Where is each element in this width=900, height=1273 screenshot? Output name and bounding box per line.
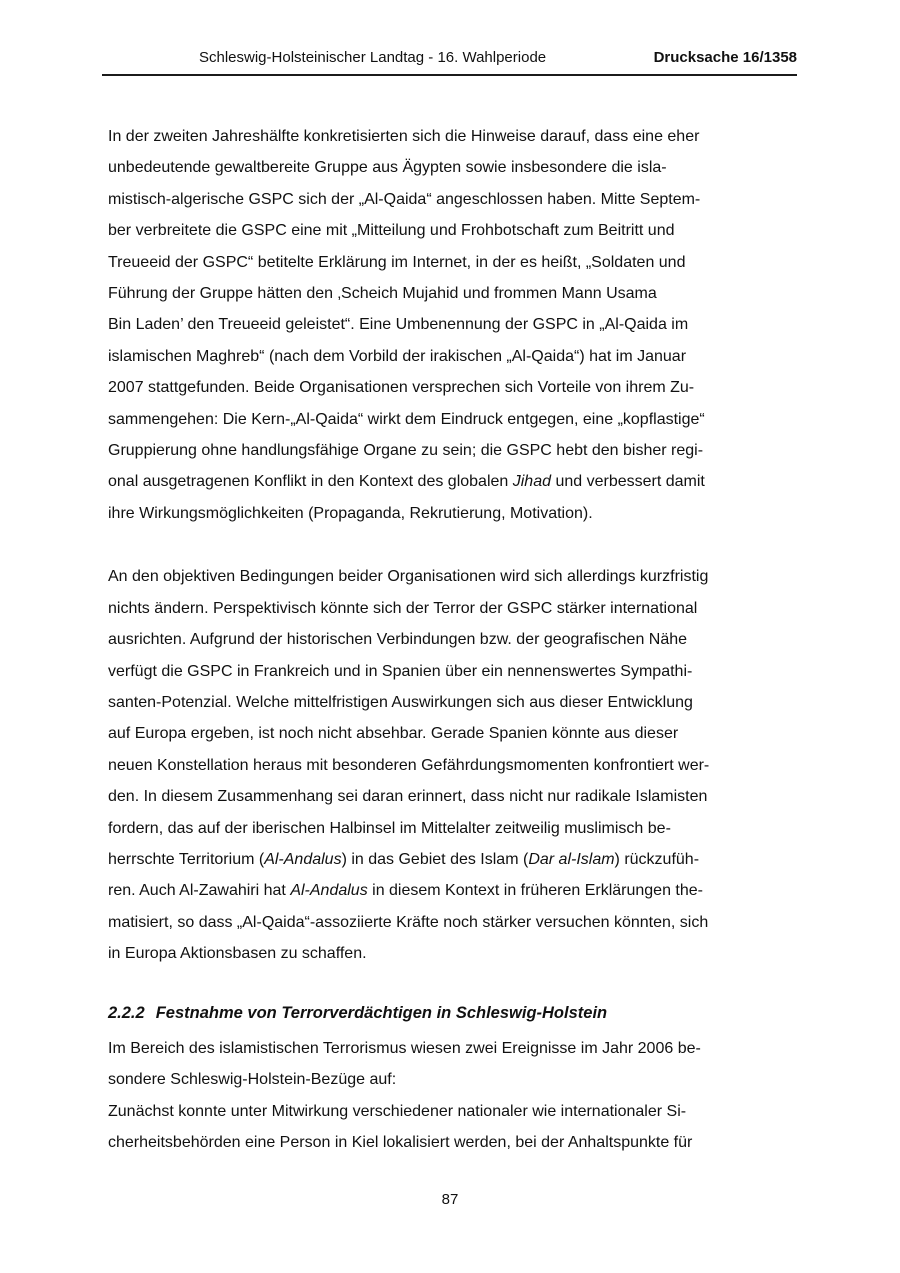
text-line: matisiert, so dass „Al-Qaida“-assoziierte Kräfte noch stärker versuchen könnten, sich bbox=[108, 913, 709, 931]
text-line: auf Europa ergeben, ist noch nicht absehbar. Gerade Spanien könnte aus dieser bbox=[108, 725, 679, 743]
text-line: nichts ändern. Perspektivisch könnte sich der Terror der GSPC stärker international bbox=[108, 599, 698, 617]
text-line: Im Bereich des islamistischen Terrorismus wiesen zwei Ereignisse im Jahr 2006 be- bbox=[108, 1039, 701, 1057]
text-line: den. In diesem Zusammenhang sei daran erinnert, dass nicht nur radikale Islamisten bbox=[108, 788, 708, 806]
page-number: 87 bbox=[441, 1191, 459, 1208]
page-header bbox=[102, 0, 797, 76]
text-line: islamischen Maghreb“ (nach dem Vorbild der irakischen „Al-Qaida“) hat im Januar bbox=[108, 347, 687, 365]
text-line: ausrichten. Aufgrund der historischen Verbindungen bzw. der geografischen Nähe bbox=[108, 631, 688, 649]
text-line: in Europa Aktionsbasen zu schaffen. bbox=[108, 945, 367, 963]
text-line: unbedeutende gewaltbereite Gruppe aus Ägypten sowie insbesondere die isla- bbox=[108, 159, 667, 177]
text-line: In der zweiten Jahreshälfte konkretisierten sich die Hinweise darauf, dass eine eher bbox=[108, 128, 700, 145]
text-line: Treueeid der GSPC“ betitelte Erklärung im Internet, in der es heißt, „Soldaten und bbox=[108, 253, 686, 271]
text-line: Gruppierung ohne handlungsfähige Organe zu sein; die GSPC hebt den bisher regi- bbox=[108, 442, 704, 460]
text-line: santen-Potenzial. Welche mittelfristigen Auswirkungen sich aus dieser Entwicklung bbox=[108, 693, 693, 711]
text-line: onal ausgetragenen Konflikt in den Kontext des globalen Jihad und verbessert damit bbox=[108, 473, 705, 491]
text-line: ihre Wirkungsmöglichkeiten (Propaganda, Rekrutierung, Motivation). bbox=[108, 504, 593, 522]
text-line: mistisch-algerische GSPC sich der „Al-Qaida“ angeschlossen haben. Mitte Septem- bbox=[108, 190, 701, 208]
text-line: Bin Laden’ den Treueeid geleistet“. Eine Umbenennung der GSPC in „Al-Qaida im bbox=[108, 316, 689, 334]
paragraph bbox=[108, 1033, 808, 1159]
text-line: An den objektiven Bedingungen beider Organisationen wird sich allerdings kurzfristig bbox=[108, 568, 709, 586]
text-line: neuen Konstellation heraus mit besonderen Gefährdungsmomenten konfrontiert wer- bbox=[108, 756, 710, 774]
text-line: cherheitsbehörden eine Person in Kiel lokalisiert werden, bei der Anhaltspunkte für bbox=[108, 1134, 693, 1152]
text-line: sammengehen: Die Kern-„Al-Qaida“ wirkt dem Eindruck entgegen, eine „kopflastige“ bbox=[108, 410, 705, 428]
section-heading bbox=[108, 998, 808, 1029]
section-number: 2.2.2 bbox=[108, 1003, 145, 1022]
text-line: ber verbreitete die GSPC eine mit „Mitteilung und Frohbotschaft zum Beitritt und bbox=[108, 222, 675, 240]
text-line: sondere Schleswig-Holstein-Bezüge auf: bbox=[108, 1071, 397, 1089]
text-line: herrschte Territorium (Al-Andalus) in das Gebiet des Islam (Dar al-Islam) rückzufüh- bbox=[108, 850, 700, 868]
text-line: ren. Auch Al-Zawahiri hat Al-Andalus in diesem Kontext in früheren Erklärungen the- bbox=[108, 882, 703, 900]
page-footer bbox=[0, 1191, 900, 1208]
text-line: 2007 stattgefunden. Beide Organisationen versprechen sich Vorteile von ihrem Zu- bbox=[108, 379, 695, 397]
paragraph bbox=[108, 561, 808, 969]
text-line: verfügt die GSPC in Frankreich und in Spanien über ein nennenswertes Sympathi- bbox=[108, 662, 693, 680]
section-title: Festnahme von Terrorverdächtigen in Schleswig-Holstein bbox=[155, 1003, 608, 1022]
document-body bbox=[108, 121, 808, 1159]
text-line: Führung der Gruppe hätten den ‚Scheich Mujahid und frommen Mann Usama bbox=[108, 285, 657, 303]
header-publication-title: Schleswig-Holsteinischer Landtag - 16. Wahlperiode bbox=[199, 49, 547, 66]
text-line: fordern, das auf der iberischen Halbinsel im Mittelalter zeitweilig muslimisch be- bbox=[108, 819, 671, 837]
paragraph bbox=[108, 121, 808, 529]
header-document-number: Drucksache 16/1358 bbox=[653, 49, 797, 66]
text-line: Zunächst konnte unter Mitwirkung verschiedener nationaler wie internationaler Si- bbox=[108, 1102, 687, 1120]
